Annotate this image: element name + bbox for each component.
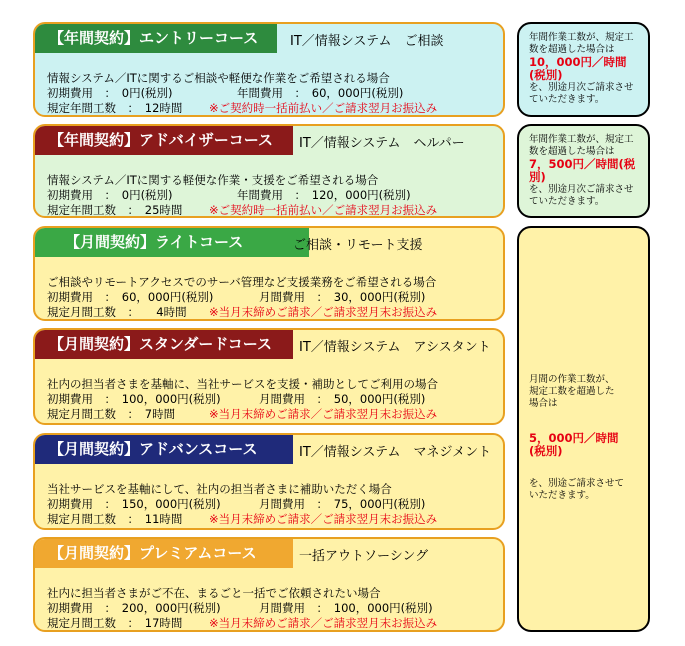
plan-initial-fee: 初期費用 ： 0円(税別) — [47, 188, 173, 202]
overage-outro: を、別途月次ご請求させていただきます。 — [529, 82, 634, 105]
plan-description: 情報システム／ITに関する軽便な作業・支援をご希望される場合 — [47, 173, 379, 187]
plan-billing-note: ※ご契約時一括前払い／ご請求翌月お振込み — [209, 101, 438, 115]
plan-hours-row — [47, 407, 438, 422]
plan-body — [47, 482, 437, 527]
plan-body — [47, 173, 437, 218]
plan-subtitle: IT／情報システム マネジメント — [299, 445, 492, 460]
plan-period-fee: 月間費用 ： 100，000円(税別) — [259, 601, 433, 615]
plan-body — [47, 275, 437, 320]
overage-rate: 10，000円／時間(税別) — [529, 55, 627, 82]
overage-rate: 7，500円／時間(税別) — [529, 157, 636, 184]
plan-tag: 【年間契約】エントリーコース — [35, 24, 277, 53]
plan-subtitle: IT／情報システム ヘルパー — [299, 136, 465, 151]
plan-initial-fee: 初期費用 ： 60，000円(税別) — [47, 290, 214, 304]
plan-card-advisor — [33, 124, 505, 218]
plan-fees — [47, 188, 437, 203]
plan-description: ご相談やリモートアクセスでのサーバ管理など支援業務をご希望される場合 — [47, 275, 437, 289]
overage-note-annual-entry — [517, 22, 650, 117]
overage-outro: を、別途月次ご請求させていただきます。 — [529, 184, 634, 207]
plan-hours-row — [47, 305, 437, 320]
plan-initial-fee: 初期費用 ： 100，000円(税別) — [47, 392, 221, 406]
plan-billing-note: ※当月末締めご請求／ご請求翌月末お振込み — [209, 512, 438, 526]
plan-period-fee: 月間費用 ： 75，000円(税別) — [259, 497, 426, 511]
plan-description: 社内の担当者さまを基軸に、当社サービスを支援・補助としてご利用の場合 — [47, 377, 438, 391]
overage-intro: 年間作業工数が、規定工数を超過した場合は — [529, 32, 634, 55]
plan-fees — [47, 86, 437, 101]
plan-description: 当社サービスを基軸にして、社内の担当者さまに補助いただく場合 — [47, 482, 392, 496]
overage-outro: を、別途ご請求させていただきます。 — [529, 478, 625, 501]
plan-card-light — [33, 226, 505, 321]
plan-fees — [47, 290, 437, 305]
plan-body — [47, 586, 437, 631]
plan-initial-fee: 初期費用 ： 150，000円(税別) — [47, 497, 221, 511]
overage-note-annual-advisor — [517, 124, 650, 218]
plan-billing-note: ※当月末締めご請求／ご請求翌月末お振込み — [209, 305, 438, 319]
plan-hours: 規定月間工数 ： 7時間 — [47, 407, 176, 421]
overage-note-monthly — [517, 226, 650, 632]
plan-description: 社内に担当者さまがご不在、まるごと一括でご依頼されたい場合 — [47, 586, 381, 600]
plan-tag: 【月間契約】スタンダードコース — [35, 330, 293, 359]
plan-period-fee: 月間費用 ： 30，000円(税別) — [259, 290, 426, 304]
plan-description: 情報システム／ITに関するご相談や軽便な作業をご希望される場合 — [47, 71, 390, 85]
plan-tag: 【月間契約】ライトコース — [35, 228, 309, 257]
plan-billing-note: ※当月末締めご請求／ご請求翌月末お振込み — [209, 616, 438, 630]
overage-rate: 5，000円／時間(税別) — [529, 431, 619, 458]
plan-card-entry — [33, 22, 505, 117]
plan-card-advance — [33, 433, 505, 530]
plan-fees — [47, 601, 437, 616]
plan-billing-note: ※当月末締めご請求／ご請求翌月末お振込み — [209, 407, 438, 421]
plan-tag: 【年間契約】アドバイザーコース — [35, 126, 293, 155]
plan-subtitle: IT／情報システム ご相談 — [290, 34, 444, 49]
plan-fees — [47, 497, 437, 512]
plan-hours-row — [47, 203, 437, 218]
plan-fees — [47, 392, 438, 407]
plan-period-fee: 年間費用 ： 60，000円(税別) — [237, 86, 404, 100]
plan-hours-row — [47, 616, 437, 631]
plan-hours: 規定月間工数 ： 4時間 — [47, 305, 187, 319]
plan-initial-fee: 初期費用 ： 200，000円(税別) — [47, 601, 221, 615]
plan-card-standard — [33, 328, 505, 425]
plan-period-fee: 年間費用 ： 120，000円(税別) — [237, 188, 411, 202]
plan-tag: 【月間契約】プレミアムコース — [35, 539, 293, 568]
plan-initial-fee: 初期費用 ： 0円(税別) — [47, 86, 173, 100]
plan-period-fee: 月間費用 ： 50，000円(税別) — [259, 392, 426, 406]
plan-hours: 規定月間工数 ： 17時間 — [47, 616, 183, 630]
plan-hours: 規定月間工数 ： 11時間 — [47, 512, 183, 526]
plan-subtitle: 一括アウトソーシング — [299, 549, 429, 564]
plan-body — [47, 377, 438, 422]
overage-intro: 年間作業工数が、規定工数を超過した場合は — [529, 134, 634, 157]
plan-hours-row — [47, 101, 437, 116]
plan-hours: 規定年間工数 ： 12時間 — [47, 101, 183, 115]
plan-tag: 【月間契約】アドバンスコース — [35, 435, 293, 464]
overage-intro: 月間の作業工数が、規定工数を超過した場合は — [529, 374, 615, 409]
plan-hours: 規定年間工数 ： 25時間 — [47, 203, 183, 217]
plan-subtitle: IT／情報システム アシスタント — [299, 340, 491, 355]
plan-billing-note: ※ご契約時一括前払い／ご請求翌月お振込み — [209, 203, 438, 217]
plan-subtitle: ご相談・リモート支援 — [293, 238, 423, 253]
plan-body — [47, 71, 437, 116]
plan-card-premium — [33, 537, 505, 632]
plan-hours-row — [47, 512, 437, 527]
